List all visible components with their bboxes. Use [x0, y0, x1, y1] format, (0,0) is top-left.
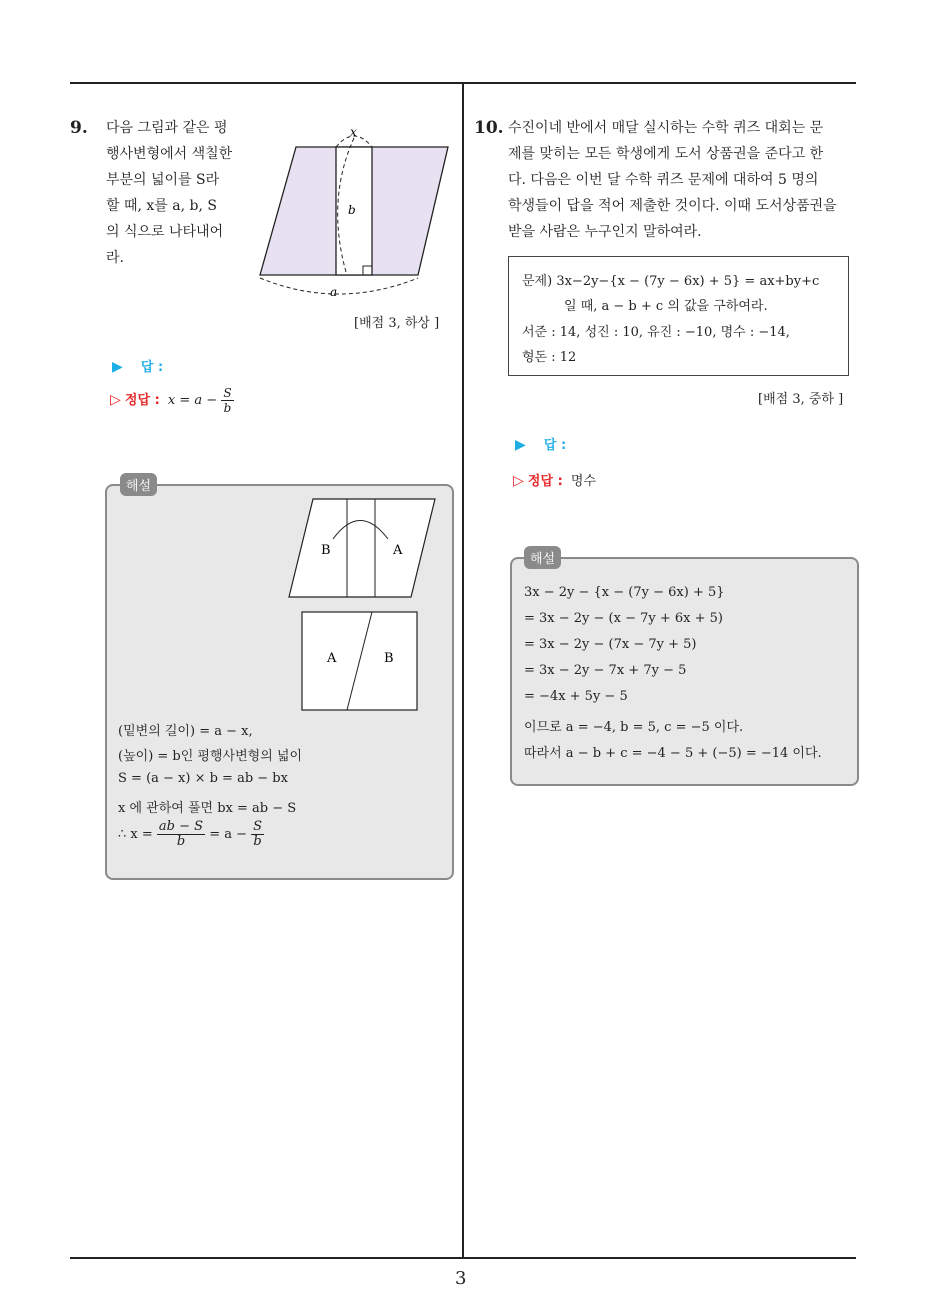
q10-exp-line: = 3x − 2y − (x − 7y + 6x + 5): [524, 611, 723, 626]
q9-text-line: 부분의 넓이를 S라: [106, 172, 220, 188]
q9-explanation-tab: 해설: [120, 473, 157, 496]
q9-fig-label-x: x: [350, 125, 357, 139]
q10-exp-line: 따라서 a − b + c = −4 − 5 + (−5) = −14 이다.: [524, 746, 822, 761]
q9-fig-label-b: b: [348, 203, 356, 217]
bottom-rule: [70, 1257, 856, 1259]
q9-fig-label-a: a: [330, 285, 338, 299]
q10-correct-row: [513, 470, 596, 489]
q9-correct-fraction: [221, 386, 233, 415]
q9-exp-label-A2: A: [327, 651, 337, 666]
q10-exp-line: 3x − 2y − {x − (7y − 6x) + 5}: [524, 585, 725, 600]
q10-text-line: 다. 다음은 이번 달 수학 퀴즈 문제에 대하여 5 명의: [508, 172, 819, 188]
q9-exp-line: (밑변의 길이) = a − x,: [118, 724, 253, 739]
q9-correct-frac-num: S: [223, 386, 232, 400]
q9-text-line: 의 식으로 나타내어: [106, 224, 224, 240]
q9-correct-row: [110, 386, 234, 415]
q9-exp-line: x 에 관하여 풀면 bx = ab − S: [118, 801, 297, 816]
q10-problem-box: [508, 256, 849, 376]
q9-exp-line: (높이) = b인 평행사변형의 넓이: [118, 749, 303, 764]
q9-number: 9.: [70, 118, 88, 138]
q10-text-line: 제를 맞히는 모든 학생에게 도서 상품권을 준다고 한: [508, 146, 824, 162]
play-icon: ▶: [112, 359, 123, 375]
q9-answer-label: 답 :: [140, 360, 164, 375]
triangle-outline-icon: ▷: [513, 473, 524, 489]
page-number: 3: [455, 1268, 467, 1289]
q9-score-meta: [배점 3, 하상 ]: [354, 316, 440, 331]
q10-text-line: 받을 사람은 누구인지 말하여라.: [508, 224, 702, 240]
q9-exp-final-prefix: ∴ x =: [118, 827, 153, 842]
q10-question-text: [508, 115, 837, 245]
q10-score-meta: [배점 3, 중하 ]: [758, 392, 844, 407]
q9-correct-label: 정답 :: [124, 393, 160, 408]
q9-exp-final-line: [118, 820, 264, 849]
triangle-outline-icon: ▷: [110, 392, 121, 408]
q9-question-text: [106, 115, 232, 271]
q9-correct-frac-den: b: [223, 401, 232, 415]
column-divider: [462, 83, 464, 1258]
q9-exp-frac1-num: ab − S: [158, 819, 204, 834]
q10-exp-line: 이므로 a = −4, b = 5, c = −5 이다.: [524, 720, 744, 735]
q10-problem-line: 형돈 : 12: [522, 350, 577, 365]
q9-parallelogram-figure: [252, 120, 458, 305]
q9-text-line: 행사변형에서 색칠한: [106, 146, 233, 162]
q10-correct-value: 명수: [570, 474, 597, 489]
q9-exp-frac2-den: b: [253, 834, 262, 849]
q9-exp-line: S = (a − x) × b = ab − bx: [118, 771, 288, 786]
q9-exp-label-A1: A: [393, 543, 403, 558]
q9-exp-frac1-den: b: [176, 834, 186, 849]
q10-problem-line: 문제) 3x−2y−{x − (7y − 6x) + 5} = ax+by+c: [522, 274, 820, 289]
q9-exp-fraction-2: [251, 820, 264, 849]
q9-exp-frac2-num: S: [253, 819, 263, 834]
q9-exp-fraction-1: [157, 820, 205, 849]
q10-correct-label: 정답 :: [527, 474, 563, 489]
q9-exp-final-mid: = a −: [209, 827, 247, 842]
q10-explanation-tab: 해설: [524, 546, 561, 569]
q9-text-line: 다음 그림과 같은 평: [106, 120, 228, 136]
q10-problem-line: 서준 : 14, 성진 : 10, 유진 : −10, 명수 : −14,: [522, 325, 790, 340]
q9-correct-value: x = a −: [167, 393, 218, 408]
q9-text-line: 할 때, x를 a, b, S: [106, 198, 217, 214]
q10-exp-line: = 3x − 2y − 7x + 7y − 5: [524, 663, 687, 678]
q9-text-line: 라.: [106, 250, 124, 266]
q10-problem-line: 일 때, a − b + c 의 값을 구하여라.: [564, 299, 768, 314]
q10-answer-label: 답 :: [543, 438, 567, 453]
q10-answer-row: [515, 434, 566, 453]
q10-text-line: 학생들이 답을 적어 제출한 것이다. 이때 도서상품권을: [508, 198, 837, 214]
q10-number: 10.: [474, 118, 504, 138]
q10-text-line: 수진이네 반에서 매달 실시하는 수학 퀴즈 대회는 문: [508, 120, 824, 136]
q10-exp-line: = 3x − 2y − (7x − 7y + 5): [524, 637, 697, 652]
q9-answer-row: [112, 356, 163, 375]
q10-exp-line: = −4x + 5y − 5: [524, 689, 628, 704]
q9-exp-label-B1: B: [321, 543, 331, 558]
play-icon: ▶: [515, 437, 526, 453]
q9-exp-label-B2: B: [384, 651, 394, 666]
q9-explanation-figure: [285, 494, 440, 719]
